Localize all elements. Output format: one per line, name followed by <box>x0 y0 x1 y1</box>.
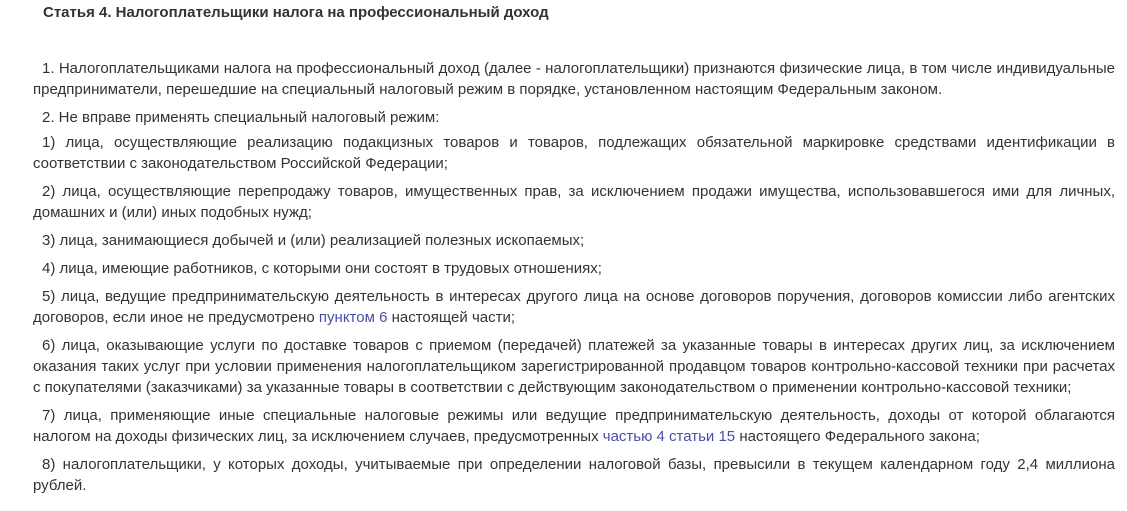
list-item-5 <box>33 286 1115 328</box>
list-item-4: 4) лица, имеющие работников, с которыми они состоят в трудовых отношениях; <box>42 260 602 277</box>
list-item-1: 1) лица, осуществляющие реализацию подакцизных товаров и товаров, подлежащих обязательной маркировке средствами идентификации в соответствии с законодательством Российской Федерации; <box>33 134 1115 172</box>
link-chast-4-stati-15[interactable]: частью 4 статьи 15 <box>602 428 736 445</box>
list-item-5-text-before: 5) лица, ведущие предпринимательскую деятельность в интересах другого лица на основе договоров поручения, договоров комиссии либо агентских договоров, если иное не предусмотрено <box>33 288 1115 326</box>
list-item-2: 2) лица, осуществляющие перепродажу товаров, имущественных прав, за исключением продажи имущества, использовавшегося ими для личных, домашних и (или) иных подобных нужд; <box>33 183 1115 221</box>
list-item-7-text-after: настоящего Федерального закона; <box>735 428 980 445</box>
link-punkt-6[interactable]: пунктом 6 <box>318 309 388 326</box>
list-item-7-text-before: 7) лица, применяющие иные специальные налоговые режимы или ведущие предпринимательскую деятельность, доходы от которой облагаются налогом на доходы физических лиц, за исключением случаев, предусмотренных <box>33 407 1115 445</box>
list-item-6: 6) лица, оказывающие услуги по доставке товаров с приемом (передачей) платежей за указанные товары в интересах других лиц, за исключением оказания таких услуг при условии применения налогоплательщиком зарегистрированной продавцом товаров контрольно-кассовой техники при расчетах с покупателями (заказчиками) за указанные товары в соответствии с действующим законодательством о применении контрольно-кассовой техники; <box>33 337 1115 396</box>
list-item-7 <box>33 405 1115 447</box>
article-body <box>33 58 1115 503</box>
list-item-8: 8) налогоплательщики, у которых доходы, учитываемые при определении налоговой базы, превысили в текущем календарном году 2,4 миллиона рублей. <box>33 456 1115 494</box>
paragraph-2: 2. Не вправе применять специальный налоговый режим: <box>42 109 440 126</box>
paragraph-1: 1. Налогоплательщиками налога на профессиональный доход (далее - налогоплательщики) признаются физические лица, в том числе индивидуальные предприниматели, перешедшие на специальный налоговый режим в порядке, установленном настоящим Федеральным законом. <box>33 60 1115 98</box>
list-item-3: 3) лица, занимающиеся добычей и (или) реализацией полезных ископаемых; <box>42 232 585 249</box>
list-item-5-text-after: настоящей части; <box>387 309 516 326</box>
article-title: Статья 4. Налогоплательщики налога на профессиональный доход <box>43 4 549 21</box>
